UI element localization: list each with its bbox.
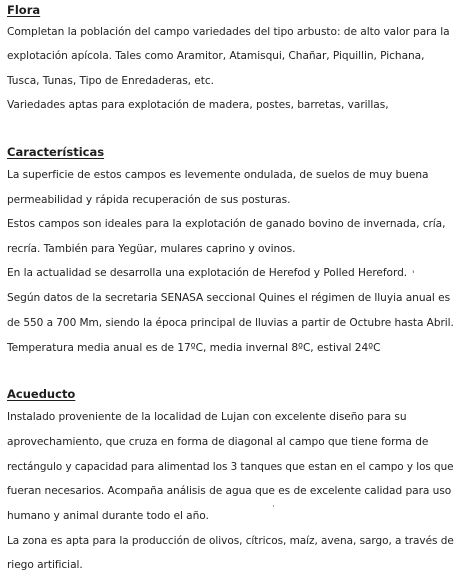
caracteristicas-line-1: La superficie de estos campos es levemente ondulada, de suelos de muy buena — [7, 169, 429, 181]
section-heading-flora: Flora — [7, 3, 41, 17]
section-heading-acueducto: Acueducto — [7, 387, 76, 401]
section-heading-caracteristicas: Características — [7, 145, 105, 159]
caracteristicas-line-4: recría. También para Yegüar, mulares caprino y ovinos. — [7, 243, 296, 255]
scan-speck-mark: ' — [412, 270, 415, 280]
caracteristicas-line-2: permeabilidad y rápida recuperación de sus posturas. — [7, 194, 291, 206]
acueducto-line-2: aprovechamiento, que cruza en forma de diagonal al campo que tiene forma de — [7, 436, 429, 448]
flora-line-4: Variedades aptas para explotación de madera, postes, barretas, varillas, — [7, 99, 389, 111]
acueducto-line-1: Instalado proveniente de la localidad de Lujan con excelente diseño para su — [7, 411, 407, 423]
acueducto-line-4: fueran necesarios. Acompaña análisis de agua que es de excelente calidad para uso — [7, 485, 452, 497]
flora-line-1: Completan la población del campo variedades del tipo arbusto: de alto valor para la — [7, 26, 450, 38]
caracteristicas-line-3: Estos campos son ideales para la explotación de ganado bovino de invernada, cría, — [7, 218, 446, 230]
caracteristicas-line-7: de 550 a 700 Mm, siendo la época principal de lluvias a partir de Octubre hasta Abril. — [7, 317, 454, 329]
flora-line-3: Tusca, Tunas, Tipo de Enredaderas, etc. — [7, 75, 214, 87]
flora-line-2: explotación apícola. Tales como Aramitor, Atamisqui, Chañar, Piquillin, Pichana, — [7, 50, 425, 62]
acueducto-line-3: rectángulo y capacidad para alimentad los 3 tanques que estan en el campo y los que — [7, 461, 454, 473]
caracteristicas-line-8: Temperatura media anual es de 17ºC, media invernal 8ºC, estival 24ºC — [7, 342, 381, 354]
caracteristicas-line-6: Según datos de la secretaria SENASA seccional Quines el régimen de lluyia anual es — [7, 292, 451, 304]
scan-speck-dot: · — [272, 502, 275, 512]
acueducto-line-7: riego artificial. — [7, 559, 83, 571]
caracteristicas-line-5: En la actualidad se desarrolla una explotación de Herefod y Polled Hereford. — [7, 267, 408, 279]
acueducto-line-5: humano y animal durante todo el año. — [7, 510, 209, 522]
acueducto-line-6: La zona es apta para la producción de olivos, cítricos, maíz, avena, sargo, a través de — [7, 535, 454, 547]
